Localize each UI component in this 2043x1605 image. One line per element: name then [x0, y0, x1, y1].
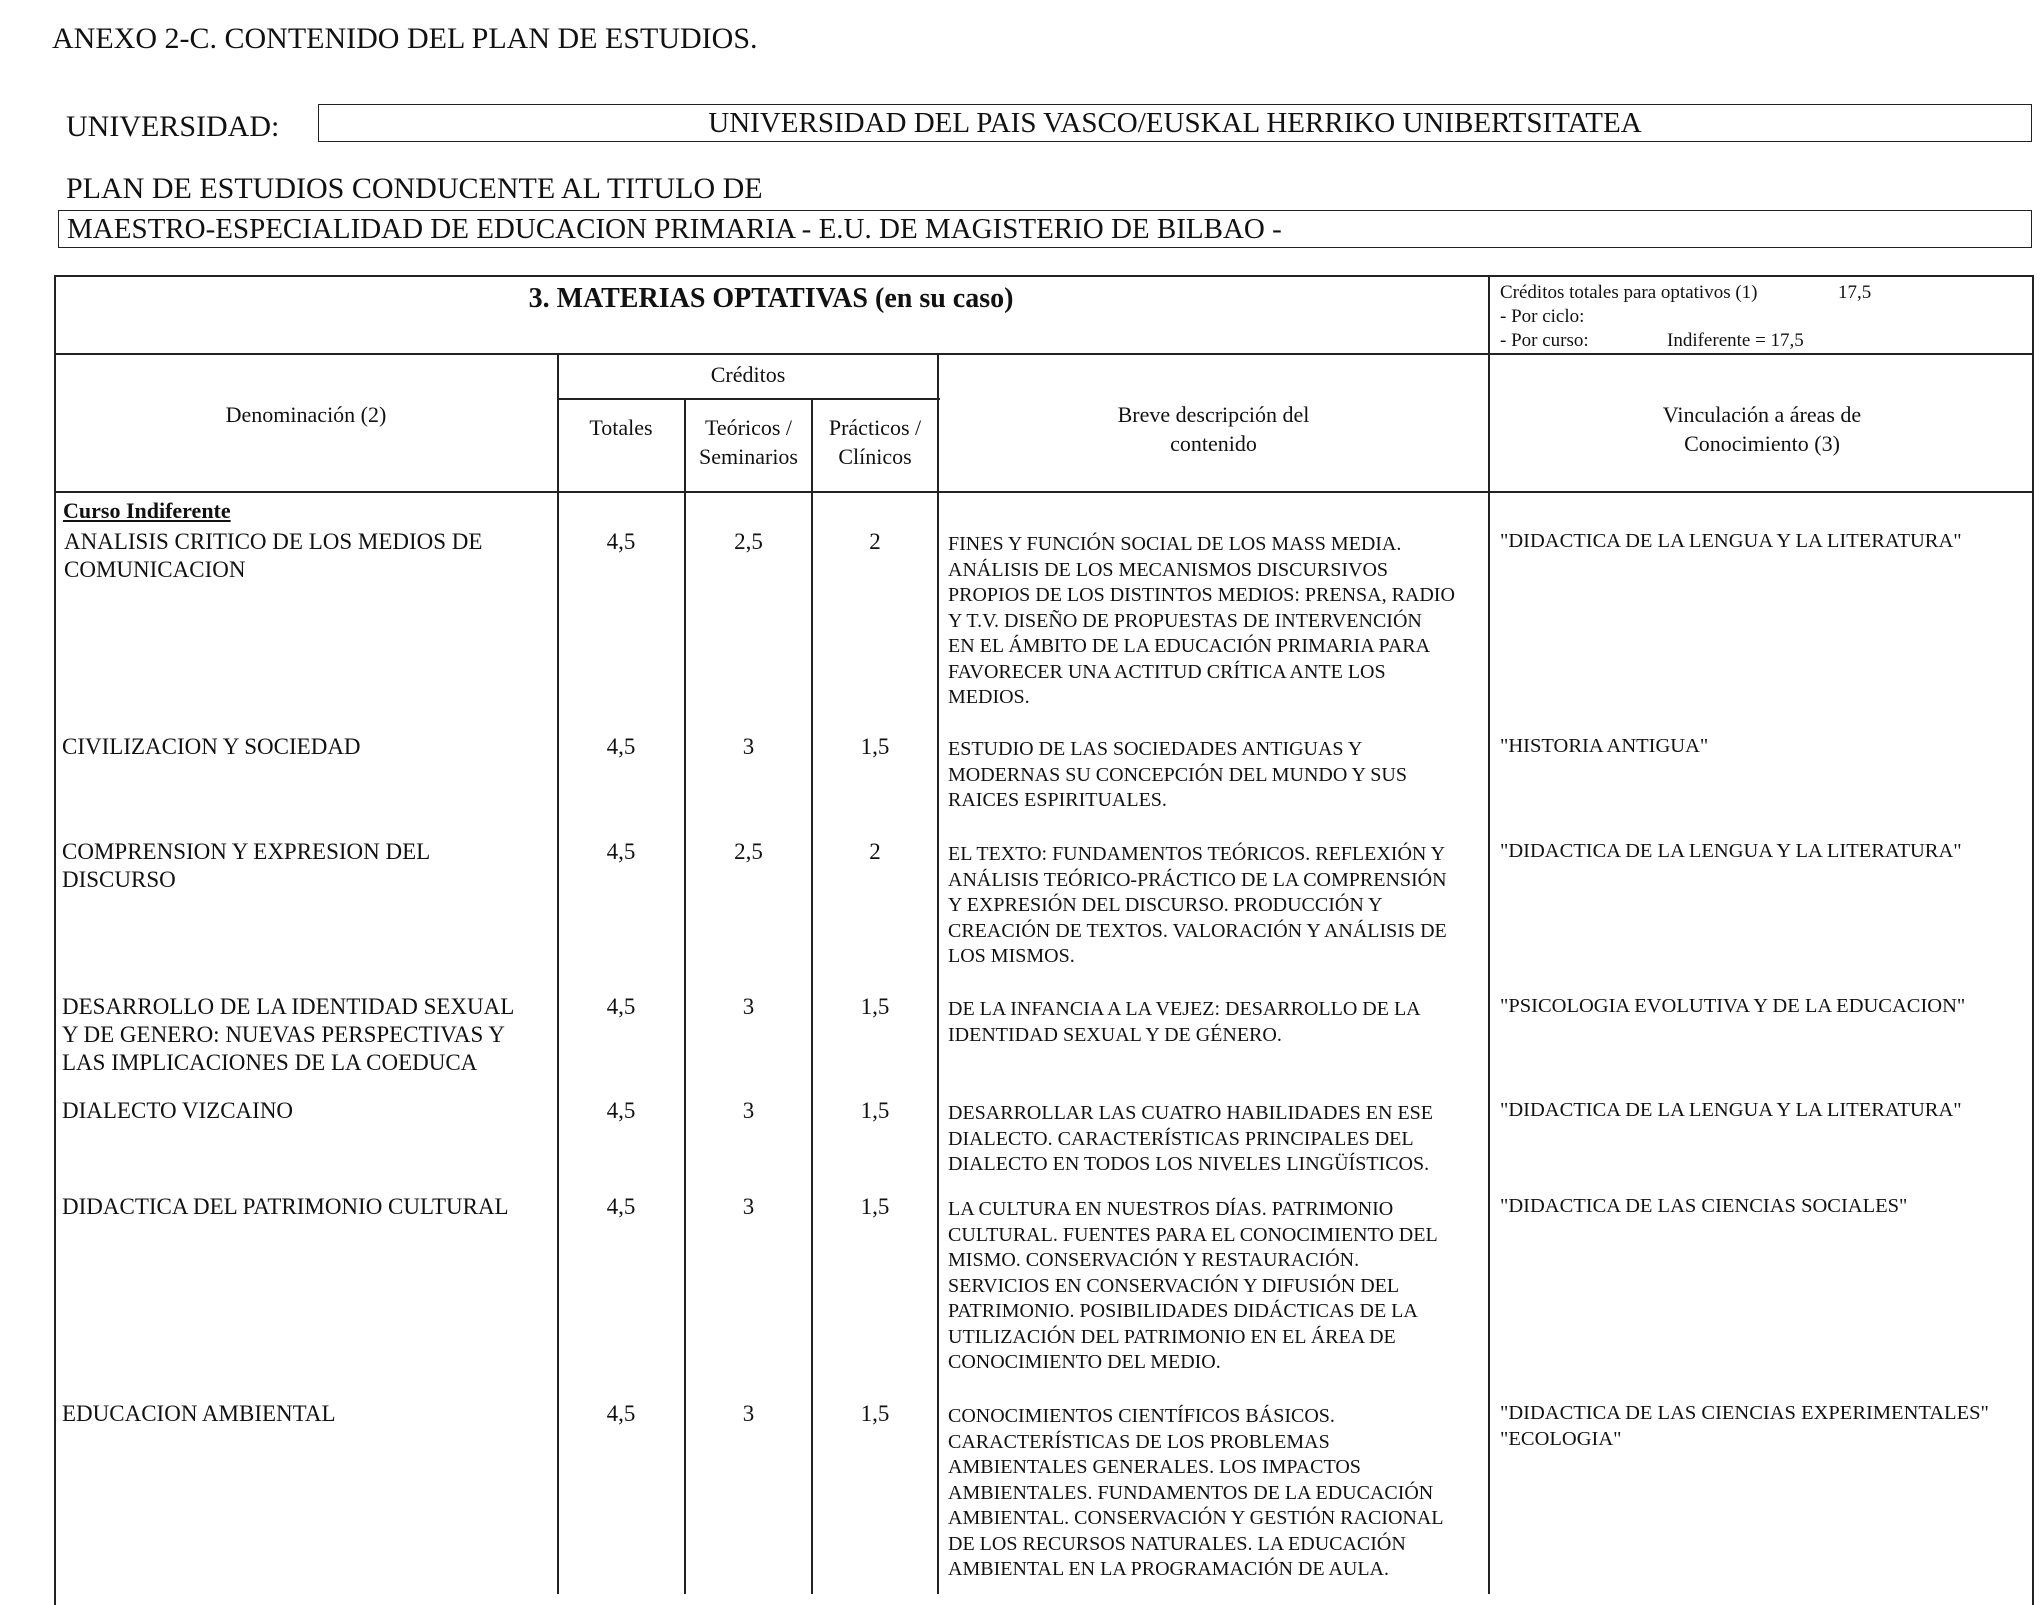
subject-name: [64, 528, 554, 584]
subject-name-line: DIALECTO VIZCAINO: [62, 1098, 294, 1123]
header-practicos: [813, 413, 937, 471]
creditos-header-divider: [558, 398, 940, 400]
knowledge-area-line: "PSICOLOGIA EVOLUTIVA Y DE LA EDUCACION": [1500, 995, 1966, 1017]
credits-totales: 4,5: [606, 1194, 636, 1219]
knowledge-area-line: "DIDACTICA DE LAS CIENCIAS SOCIALES": [1500, 1195, 1908, 1217]
subject-name: [62, 733, 552, 761]
subject-name: [62, 838, 552, 894]
subject-description: [948, 1404, 1488, 1583]
header-descripcion-line1: Breve descripción del: [1117, 402, 1310, 427]
subject-name-line: DISCURSO: [62, 867, 176, 892]
knowledge-area-line: "DIDACTICA DE LA LENGUA Y LA LITERATURA": [1500, 530, 1962, 552]
credits-teoricos: 3: [742, 994, 755, 1019]
description-line: DESARROLLAR LAS CUATRO HABILIDADES EN ESE: [948, 1102, 1434, 1124]
subject-description: [948, 997, 1488, 1048]
annex-title: ANEXO 2-C. CONTENIDO DEL PLAN DE ESTUDIOS.: [52, 22, 758, 55]
credits-practicos: 2: [869, 839, 881, 864]
description-line: FAVORECER UNA ACTITUD CRÍTICA ANTE LOS: [948, 660, 1386, 683]
description-line: IDENTIDAD SEXUAL Y DE GÉNERO.: [948, 1023, 1282, 1046]
header-practicos-line1: Prácticos /: [828, 415, 922, 440]
credits-per-cycle-label: - Por ciclo:: [1500, 306, 1585, 327]
header-teoricos-line2: Seminarios: [699, 444, 798, 469]
credits-totales: 4,5: [606, 529, 636, 554]
credits-practicos: 1,5: [860, 1098, 890, 1123]
subject-name-line: DESARROLLO DE LA IDENTIDAD SEXUAL: [62, 994, 515, 1019]
credits-practicos: 1,5: [860, 994, 890, 1019]
subject-name-line: COMUNICACION: [64, 557, 246, 582]
col-divider-area: [1488, 275, 1490, 1594]
credits-totales: 4,5: [606, 1098, 636, 1123]
knowledge-area: [1500, 993, 2020, 1019]
credits-totales: 4,5: [606, 839, 636, 864]
description-line: ANÁLISIS TEÓRICO-PRÁCTICO DE LA COMPRENSIÓN: [948, 868, 1447, 891]
header-practicos-line2: Clínicos: [838, 444, 912, 469]
description-line: CULTURAL. FUENTES PARA EL CONOCIMIENTO DEL: [948, 1223, 1438, 1246]
credits-teoricos: 3: [742, 734, 755, 759]
title-row-divider: [54, 353, 2034, 355]
knowledge-area-line: "ECOLOGIA": [1500, 1428, 1622, 1450]
credits-per-course-value: Indiferente = 17,5: [1667, 330, 1804, 351]
university-label: UNIVERSIDAD:: [66, 110, 280, 143]
course-title: Curso Indiferente: [63, 498, 231, 523]
subject-name: [62, 993, 552, 1077]
credits-totales: 4,5: [606, 734, 636, 759]
description-line: CARACTERÍSTICAS DE LOS PROBLEMAS: [948, 1430, 1330, 1453]
knowledge-area: [1500, 1400, 2020, 1452]
description-line: MISMO. CONSERVACIÓN Y RESTAURACIÓN.: [948, 1249, 1360, 1271]
description-line: AMBIENTAL EN LA PROGRAMACIÓN DE AULA.: [948, 1558, 1389, 1580]
section-title: 3. MATERIAS OPTATIVAS (en su caso): [528, 283, 1014, 314]
description-line: UTILIZACIÓN DEL PATRIMONIO EN EL ÁREA DE: [948, 1325, 1396, 1348]
description-line: PROPIOS DE LOS DISTINTOS MEDIOS: PRENSA, RADIO: [948, 584, 1455, 606]
header-vinculacion-line2: Conocimiento (3): [1684, 431, 1840, 456]
plan-label: PLAN DE ESTUDIOS CONDUCENTE AL TITULO DE: [66, 172, 763, 205]
credits-total-value: 17,5: [1838, 282, 1872, 303]
knowledge-area: [1500, 1193, 2020, 1219]
credits-practicos: 2: [869, 529, 881, 554]
knowledge-area-line: "DIDACTICA DE LA LENGUA Y LA LITERATURA": [1500, 1099, 1962, 1121]
plan-value-box: [58, 210, 2032, 248]
university-value: UNIVERSIDAD DEL PAIS VASCO/EUSKAL HERRIKO UNIBERTSITATEA: [708, 107, 1642, 139]
credits-teoricos: 3: [742, 1401, 755, 1426]
subject-name: [62, 1400, 552, 1428]
subject-description: [948, 1197, 1488, 1376]
header-vinculacion: [1490, 400, 2034, 458]
description-line: MODERNAS SU CONCEPCIÓN DEL MUNDO Y SUS: [948, 763, 1407, 786]
description-line: DIALECTO. CARACTERÍSTICAS PRINCIPALES DEL: [948, 1127, 1414, 1150]
header-creditos: Créditos: [710, 362, 786, 387]
subject-name-line: CIVILIZACION Y SOCIEDAD: [62, 734, 361, 759]
description-line: ESTUDIO DE LAS SOCIEDADES ANTIGUAS Y: [948, 738, 1363, 760]
credits-teoricos: 3: [742, 1194, 755, 1219]
header-descripcion: [939, 400, 1488, 458]
subject-name: [62, 1193, 552, 1221]
credits-teoricos: 2,5: [734, 529, 763, 554]
subject-name-line: Y DE GENERO: NUEVAS PERSPECTIVAS Y: [62, 1022, 505, 1047]
credits-per-course-label: - Por curso:: [1500, 330, 1589, 351]
subject-description: [948, 842, 1488, 970]
subject-name-line: DIDACTICA DEL PATRIMONIO CULTURAL: [62, 1194, 509, 1219]
description-line: RAICES ESPIRITUALES.: [948, 789, 1167, 811]
subject-description: [948, 737, 1488, 814]
description-line: Y T.V. DISEÑO DE PROPUESTAS DE INTERVENCIÓN: [948, 609, 1422, 632]
knowledge-area: [1500, 733, 2020, 759]
credits-practicos: 1,5: [860, 1194, 890, 1219]
credits-totales: 4,5: [606, 1401, 636, 1426]
description-line: Y EXPRESIÓN DEL DISCURSO. PRODUCCIÓN Y: [948, 894, 1383, 916]
header-vinculacion-line1: Vinculación a áreas de: [1662, 402, 1862, 427]
description-line: AMBIENTALES GENERALES. LOS IMPACTOS: [948, 1456, 1361, 1478]
description-line: LOS MISMOS.: [948, 945, 1075, 967]
credits-practicos: 1,5: [860, 1401, 890, 1426]
description-line: DE LA INFANCIA A LA VEJEZ: DESARROLLO DE LA: [948, 998, 1421, 1020]
credits-totales: 4,5: [606, 994, 636, 1019]
header-totales: Totales: [589, 415, 653, 440]
description-line: PATRIMONIO. POSIBILIDADES DIDÁCTICAS DE LA: [948, 1300, 1418, 1322]
credits-summary: [1500, 281, 2020, 353]
description-line: CONOCIMIENTOS CIENTÍFICOS BÁSICOS.: [948, 1405, 1335, 1427]
header-bottom-divider: [54, 491, 2034, 493]
header-teoricos-line1: Teóricos /: [704, 415, 793, 440]
header-denominacion: Denominación (2): [225, 402, 387, 427]
credits-total-label: Créditos totales para optativos (1): [1500, 282, 1758, 303]
subject-name-line: EDUCACION AMBIENTAL: [62, 1401, 336, 1426]
header-teoricos: [686, 413, 811, 471]
subject-name-line: ANALISIS CRITICO DE LOS MEDIOS DE: [64, 529, 483, 554]
description-line: SERVICIOS EN CONSERVACIÓN Y DIFUSIÓN DEL: [948, 1274, 1400, 1297]
knowledge-area: [1500, 1097, 2020, 1123]
description-line: AMBIENTAL. CONSERVACIÓN Y GESTIÓN RACIONAL: [948, 1507, 1444, 1529]
description-line: CONOCIMIENTO DEL MEDIO.: [948, 1351, 1221, 1373]
description-line: MEDIOS.: [948, 686, 1030, 708]
description-line: DE LOS RECURSOS NATURALES. LA EDUCACIÓN: [948, 1532, 1406, 1555]
description-line: EN EL ÁMBITO DE LA EDUCACIÓN PRIMARIA PARA: [948, 635, 1431, 657]
header-descripcion-line2: contenido: [1170, 431, 1257, 456]
subject-description: [948, 1101, 1488, 1178]
credits-teoricos: 2,5: [734, 839, 763, 864]
description-line: EL TEXTO: FUNDAMENTOS TEÓRICOS. REFLEXIÓN Y: [948, 843, 1446, 865]
description-line: AMBIENTALES. FUNDAMENTOS DE LA EDUCACIÓN: [948, 1481, 1434, 1504]
knowledge-area-line: "DIDACTICA DE LA LENGUA Y LA LITERATURA": [1500, 840, 1962, 862]
subject-name-line: COMPRENSION Y EXPRESION DEL: [62, 839, 431, 864]
credits-practicos: 1,5: [860, 734, 890, 759]
subject-description: [948, 532, 1488, 711]
description-line: CREACIÓN DE TEXTOS. VALORACIÓN Y ANÁLISIS DE: [948, 919, 1447, 942]
university-value-box: [318, 104, 2032, 142]
description-line: ANÁLISIS DE LOS MECANISMOS DISCURSIVOS: [948, 558, 1389, 581]
knowledge-area: [1500, 838, 2020, 864]
description-line: FINES Y FUNCIÓN SOCIAL DE LOS MASS MEDIA.: [948, 533, 1402, 555]
subject-name: [62, 1097, 552, 1125]
description-line: DIALECTO EN TODOS LOS NIVELES LINGÜÍSTICOS.: [948, 1153, 1430, 1175]
credits-teoricos: 3: [742, 1098, 755, 1123]
description-line: LA CULTURA EN NUESTROS DÍAS. PATRIMONIO: [948, 1198, 1394, 1220]
knowledge-area-line: "DIDACTICA DE LAS CIENCIAS EXPERIMENTALES": [1500, 1402, 1989, 1424]
knowledge-area: [1500, 528, 2020, 554]
subject-name-line: LAS IMPLICACIONES DE LA COEDUCA: [62, 1050, 478, 1075]
col-divider-practicos: [937, 355, 939, 1594]
knowledge-area-line: "HISTORIA ANTIGUA": [1500, 735, 1709, 757]
plan-value: MAESTRO-ESPECIALIDAD DE EDUCACION PRIMARIA - E.U. DE MAGISTERIO DE BILBAO -: [67, 213, 1282, 245]
